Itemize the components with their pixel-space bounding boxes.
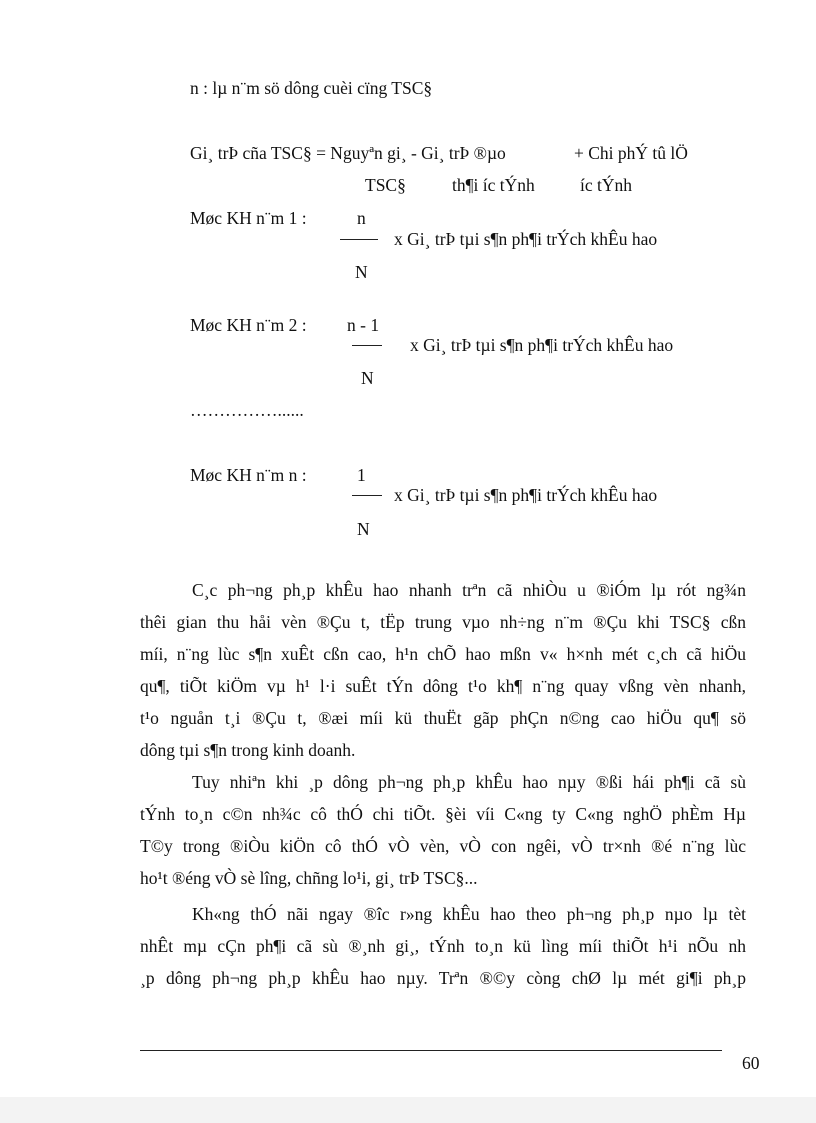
paragraph-2 [140,766,746,894]
paragraph-line: Tuy nhiªn khi ¸p dông ph¬ng ph¸p khÊu hao nµy ®ßi hái ph¶i cã sù [192,772,746,792]
kh-yearn-tail: x Gi¸ trÞ tµi s¶n ph¶i trÝch khÊu hao [394,485,658,505]
n-definition-line: n : lµ n¨m sö dông cuèi cïng TSC§ [190,78,433,98]
paragraph-line: T©y trong ®iÒu kiÖn cô thÓ vÒ vèn, vÒ con ngêi, vÒ tr×nh ®é n¨ng lùc [140,836,746,856]
paragraph-line: thêi gian thu håi vèn ®Çu t, tËp trung vµo nh÷ng n¨m ®Çu khi TSC§ cßn [140,612,746,632]
kh-year2-numerator: n - 1 [347,315,380,335]
paragraph-line: qu¶, tiÕt kiÖm vµ h¹ l·i suÊt tÝn dông t¹o kh¶ n¨ng quay vßng vèn nhanh, [140,676,746,696]
ellipsis-line: ……………...... [190,400,304,420]
kh-year2-tail: x Gi¸ trÞ tµi s¶n ph¶i trÝch khÊu hao [410,335,674,355]
paragraph-line: tÝnh to¸n c©n nh¾c cô thÓ chi tiÕt. §èi víi C«ng ty C«ng nghÖ phÈm Hµ [140,804,746,824]
formula-sub-thai: th¶i íc tÝnh [452,175,535,195]
paragraph-line: t¹o nguån t¸i ®Çu t, ®æi míi kü thuËt gãp phÇn n©ng cao hiÖu qu¶ sö [140,708,746,728]
kh-year2-fraction-bar [352,345,382,346]
kh-year1-label: Møc KH n¨m 1 : [190,208,307,228]
paragraph-line: nhÊt mµ cÇn ph¶i cã sù ®¸nh gi¸, tÝnh to¸n kü lìng míi thiÕt h¹i nÕu nh [140,936,746,956]
formula-sub-uoc: íc tÝnh [580,175,633,195]
kh-yearn-label: Møc KH n¨m n : [190,465,307,485]
paragraph-line: ho¹t ®éng vÒ sè lîng, chñng lo¹i, gi¸ trÞ TSC§... [140,868,478,888]
kh-year1-denominator: N [355,262,368,282]
paragraph-1 [140,574,746,766]
paragraph-3 [140,898,746,994]
kh-year2-denominator: N [361,368,374,388]
kh-yearn-fraction-bar [352,495,382,496]
formula-rhs: + Chi phÝ tû lÖ [574,143,688,163]
formula-lhs: Gi¸ trÞ cña TSC§ = Nguyªn gi¸ - Gi¸ trÞ ®µo [190,143,506,163]
kh-year1-numerator: n [357,208,366,228]
page-bottom-edge [0,1097,816,1123]
kh-yearn-numerator: 1 [357,465,366,485]
kh-year2-label: Møc KH n¨m 2 : [190,315,307,335]
kh-yearn-denominator: N [357,519,370,539]
formula-sub-tsc: TSC§ [365,175,406,195]
footer-rule [140,1050,722,1051]
kh-year1-tail: x Gi¸ trÞ tµi s¶n ph¶i trÝch khÊu hao [394,229,658,249]
paragraph-line: Kh«ng thÓ nãi ngay ®îc r»ng khÊu hao theo ph¬ng ph¸p nµo lµ tèt [192,904,746,924]
paragraph-line: míi, n¨ng lùc s¶n xuÊt cßn cao, h¹n chÕ hao mßn v« h×nh mét c¸ch cã hiÖu [140,644,746,664]
page-number: 60 [742,1053,760,1073]
kh-year1-fraction-bar [340,239,378,240]
paragraph-line: dông tµi s¶n trong kinh doanh. [140,740,356,760]
paragraph-line: ¸p dông ph¬ng ph¸p khÊu hao nµy. Trªn ®©y còng chØ lµ mét gi¶i ph¸p [140,968,746,988]
paragraph-line: C¸c ph¬ng ph¸p khÊu hao nhanh trªn cã nhiÒu u ®iÓm lµ rót ng¾n [192,580,746,600]
